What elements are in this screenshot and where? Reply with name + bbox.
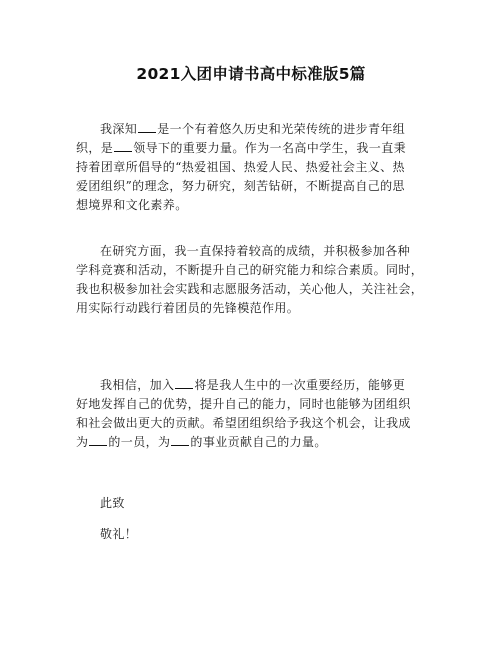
- paragraph-line: [76, 242, 436, 261]
- text-segment: 好地发挥自己的优势，提升自己的能力，同时也能够为团组织: [76, 397, 411, 411]
- paragraph-line: [76, 414, 436, 433]
- paragraph-line: [76, 261, 436, 280]
- text-segment: 学科竞赛和活动，不断提升自己的研究能力和综合素质。同时，: [76, 263, 424, 277]
- text-segment: 持着团章所倡导的“热爱祖国、热爱人民、热爱社会主义、热: [76, 160, 405, 174]
- paragraph-line: [76, 158, 436, 177]
- closing-block: [76, 494, 436, 544]
- text-segment: 为: [76, 435, 89, 449]
- text-segment: 织，是: [76, 141, 114, 155]
- closing-regards: 敬礼！: [100, 527, 138, 541]
- text-segment: 的一员，为: [108, 435, 171, 449]
- paragraph-line: [76, 177, 436, 196]
- text-segment: 我也积极参加社会实践和志愿服务活动，关心他人，关注社会，: [76, 282, 424, 296]
- paragraph-3: [76, 376, 436, 452]
- fill-in-blank: [175, 378, 193, 389]
- text-segment: 我相信，加入: [100, 378, 175, 392]
- fill-in-blank: [114, 141, 132, 152]
- paragraph-line: [76, 299, 436, 318]
- text-segment: 领导下的重要力量。作为一名高中学生，我一直秉: [133, 141, 407, 155]
- text-segment: 和社会做出更大的贡献。希望团组织给予我这个机会，让我成: [76, 416, 411, 430]
- text-segment: 将是我人生中的一次重要经历，能够更: [194, 378, 406, 392]
- text-segment: 在研究方面，我一直保持着较高的成绩，并积极参加各种: [100, 244, 411, 258]
- closing-salutation: 此致: [100, 496, 125, 510]
- paragraph-line: [76, 376, 436, 395]
- fill-in-blank: [138, 122, 156, 133]
- text-segment: 我深知: [100, 122, 138, 136]
- text-segment: 的事业贡献自己的力量。: [190, 435, 327, 449]
- text-segment: 是一个有着悠久历史和光荣传统的进步青年组: [157, 122, 406, 136]
- text-segment: 想境界和文化素养。: [76, 198, 188, 212]
- paragraph-1: [76, 120, 436, 215]
- paragraph-line: [76, 433, 436, 452]
- paragraph-line: [76, 395, 436, 414]
- text-segment: 用实际行动践行着团员的先锋模范作用。: [76, 301, 300, 315]
- document-title: 2021入团申请书高中标准版5篇: [136, 65, 366, 83]
- text-segment: 爱团组织”的理念，努力研究，刻苦钻研，不断提高自己的思: [76, 179, 405, 193]
- paragraph-2: [76, 242, 436, 318]
- paragraph-line: [76, 280, 436, 299]
- paragraph-line: [76, 120, 436, 139]
- paragraph-line: [76, 139, 436, 158]
- paragraph-line: [76, 196, 436, 215]
- fill-in-blank: [89, 435, 107, 446]
- fill-in-blank: [171, 435, 189, 446]
